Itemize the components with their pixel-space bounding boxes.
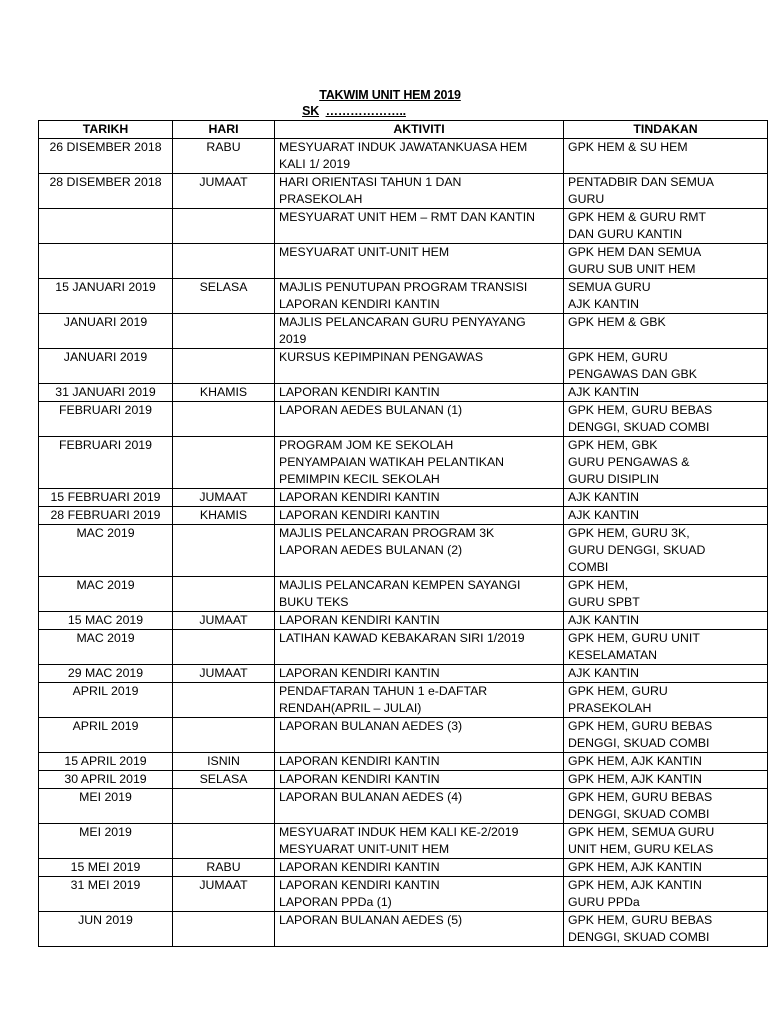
cell-aktiviti-line: PENDAFTARAN TAHUN 1 e-DAFTAR xyxy=(279,684,488,698)
cell-aktiviti-line: 2019 xyxy=(279,332,307,346)
cell-aktiviti xyxy=(275,753,564,771)
cell-aktiviti xyxy=(275,912,564,947)
cell-tarikh xyxy=(39,402,173,437)
cell-tindakan-line: PENGAWAS DAN GBK xyxy=(568,367,697,381)
cell-tindakan xyxy=(564,859,768,877)
cell-hari xyxy=(173,577,275,612)
table-row xyxy=(39,349,768,384)
cell-tindakan-line: PRASEKOLAH xyxy=(568,701,652,715)
cell-tindakan-line: GPK HEM, SEMUA GURU xyxy=(568,825,715,839)
cell-tindakan-line: GPK HEM, AJK KANTIN xyxy=(568,860,702,874)
cell-tarikh-line: 15 MEI 2019 xyxy=(70,860,141,874)
table-row xyxy=(39,577,768,612)
cell-tarikh xyxy=(39,877,173,912)
cell-tindakan xyxy=(564,244,768,279)
document-title: TAKWIM UNIT HEM 2019 xyxy=(319,88,461,102)
cell-tarikh-line: JANUARI 2019 xyxy=(63,350,148,364)
cell-tarikh xyxy=(39,507,173,525)
cell-hari xyxy=(173,437,275,489)
cell-hari-line: SELASA xyxy=(199,772,248,786)
cell-aktiviti-line: LAPORAN KENDIRI KANTIN xyxy=(279,666,440,680)
table-row xyxy=(39,630,768,665)
cell-tindakan-line: GPK HEM, GURU xyxy=(568,350,668,364)
cell-tarikh-line: 15 FEBRUARI 2019 xyxy=(50,490,161,504)
cell-aktiviti xyxy=(275,279,564,314)
cell-tarikh xyxy=(39,789,173,824)
cell-aktiviti-line: LAPORAN PPDa (1) xyxy=(279,895,392,909)
table-row xyxy=(39,718,768,753)
cell-tarikh xyxy=(39,489,173,507)
cell-tindakan-line: SEMUA GURU xyxy=(568,280,651,294)
cell-aktiviti xyxy=(275,314,564,349)
cell-tarikh-line: 28 FEBRUARI 2019 xyxy=(50,508,161,522)
cell-hari xyxy=(173,771,275,789)
cell-hari xyxy=(173,402,275,437)
column-header-tarikh: TARIKH xyxy=(39,121,173,139)
cell-tindakan-line: GPK HEM, GURU BEBAS xyxy=(568,790,713,804)
cell-hari-line: SELASA xyxy=(199,280,248,294)
cell-aktiviti-line: LAPORAN BULANAN AEDES (3) xyxy=(279,719,463,733)
cell-aktiviti-line: MESYUARAT INDUK JAWATANKUASA HEM xyxy=(279,140,528,154)
cell-tindakan xyxy=(564,665,768,683)
cell-hari-line: RABU xyxy=(206,860,241,874)
table-row xyxy=(39,209,768,244)
cell-tarikh-line: MAC 2019 xyxy=(76,578,135,592)
cell-tindakan-line: PENTADBIR DAN SEMUA xyxy=(568,175,714,189)
cell-aktiviti-line: LAPORAN BULANAN AEDES (5) xyxy=(279,913,463,927)
cell-tindakan xyxy=(564,683,768,718)
table-row xyxy=(39,771,768,789)
cell-tarikh xyxy=(39,630,173,665)
cell-tarikh xyxy=(39,612,173,630)
cell-hari xyxy=(173,244,275,279)
cell-tindakan xyxy=(564,577,768,612)
cell-hari xyxy=(173,139,275,174)
cell-tindakan xyxy=(564,789,768,824)
cell-aktiviti xyxy=(275,349,564,384)
table-row xyxy=(39,507,768,525)
table-header-row xyxy=(39,121,768,139)
table-row xyxy=(39,279,768,314)
school-line xyxy=(0,104,738,118)
cell-tindakan xyxy=(564,912,768,947)
cell-hari xyxy=(173,824,275,859)
table-row xyxy=(39,665,768,683)
cell-aktiviti xyxy=(275,525,564,577)
cell-tindakan-line: GURU PPDa xyxy=(568,895,640,909)
cell-aktiviti-line: MESYUARAT UNIT-UNIT HEM xyxy=(279,842,450,856)
cell-tindakan-line: UNIT HEM, GURU KELAS xyxy=(568,842,714,856)
cell-aktiviti-line: LAPORAN KENDIRI KANTIN xyxy=(279,385,440,399)
cell-tindakan-line: GPK HEM & GBK xyxy=(568,315,666,329)
cell-tindakan-line: GPK HEM, GBK xyxy=(568,438,658,452)
cell-tindakan xyxy=(564,209,768,244)
cell-tarikh-line: 29 MAC 2019 xyxy=(67,666,144,680)
cell-tindakan xyxy=(564,279,768,314)
cell-tindakan xyxy=(564,139,768,174)
cell-aktiviti-line: MESYUARAT UNIT HEM – RMT DAN KANTIN xyxy=(279,210,535,224)
cell-aktiviti xyxy=(275,507,564,525)
cell-tindakan-line: AJK KANTIN xyxy=(568,385,640,399)
cell-aktiviti-line: MAJLIS PELANCARAN PROGRAM 3K xyxy=(279,526,495,540)
table-row xyxy=(39,789,768,824)
cell-tindakan xyxy=(564,314,768,349)
cell-tindakan-line: GPK HEM & GURU RMT xyxy=(568,210,707,224)
cell-tarikh-line: 30 APRIL 2019 xyxy=(64,772,147,786)
cell-aktiviti-line: LAPORAN KENDIRI KANTIN xyxy=(279,490,440,504)
table-row xyxy=(39,683,768,718)
cell-hari xyxy=(173,349,275,384)
cell-aktiviti-line: RENDAH(APRIL – JULAI) xyxy=(279,701,422,715)
cell-hari xyxy=(173,384,275,402)
table-row xyxy=(39,437,768,489)
cell-aktiviti-line: BUKU TEKS xyxy=(279,595,349,609)
cell-aktiviti-line: MESYUARAT INDUK HEM KALI KE-2/2019 xyxy=(279,825,519,839)
cell-tarikh-line: MAC 2019 xyxy=(76,631,135,645)
table-row xyxy=(39,912,768,947)
cell-tarikh xyxy=(39,139,173,174)
cell-tarikh-line: 15 MAC 2019 xyxy=(67,613,144,627)
cell-hari xyxy=(173,859,275,877)
cell-tindakan xyxy=(564,402,768,437)
cell-tarikh-line: MEI 2019 xyxy=(79,825,132,839)
cell-aktiviti-line: HARI ORIENTASI TAHUN 1 DAN xyxy=(279,175,462,189)
cell-aktiviti-line: KURSUS KEPIMPINAN PENGAWAS xyxy=(279,350,484,364)
cell-tarikh xyxy=(39,718,173,753)
cell-tindakan-line: GURU SUB UNIT HEM xyxy=(568,262,696,276)
cell-tindakan-line: GPK HEM, GURU xyxy=(568,684,668,698)
cell-hari xyxy=(173,912,275,947)
cell-hari-line: JUMAAT xyxy=(199,666,248,680)
cell-tindakan-line: GURU PENGAWAS & xyxy=(568,455,690,469)
cell-tindakan-line: GPK HEM & SU HEM xyxy=(568,140,688,154)
cell-tindakan-line: DENGGI, SKUAD COMBI xyxy=(568,420,710,434)
cell-tarikh xyxy=(39,525,173,577)
cell-hari-line: RABU xyxy=(206,140,241,154)
cell-aktiviti-line: MAJLIS PELANCARAN KEMPEN SAYANGI xyxy=(279,578,521,592)
cell-aktiviti-line: LAPORAN AEDES BULANAN (2) xyxy=(279,543,463,557)
cell-tarikh xyxy=(39,384,173,402)
calendar-table xyxy=(38,120,768,947)
column-header-hari: HARI xyxy=(173,121,275,139)
cell-aktiviti xyxy=(275,718,564,753)
table-row xyxy=(39,877,768,912)
cell-tindakan-line: GURU SPBT xyxy=(568,595,640,609)
cell-tindakan-line: GPK HEM, GURU BEBAS xyxy=(568,403,713,417)
cell-tindakan-line: KESELAMATAN xyxy=(568,648,658,662)
cell-hari xyxy=(173,314,275,349)
cell-aktiviti xyxy=(275,489,564,507)
cell-hari xyxy=(173,877,275,912)
table-row xyxy=(39,525,768,577)
cell-aktiviti-line: LATIHAN KAWAD KEBAKARAN SIRI 1/2019 xyxy=(279,631,525,645)
cell-aktiviti-line: LAPORAN KENDIRI KANTIN xyxy=(279,297,440,311)
cell-tarikh-line: MEI 2019 xyxy=(79,790,132,804)
cell-aktiviti-line: LAPORAN KENDIRI KANTIN xyxy=(279,878,440,892)
cell-aktiviti xyxy=(275,437,564,489)
cell-tindakan-line: GPK HEM, AJK KANTIN xyxy=(568,878,702,892)
table-row xyxy=(39,244,768,279)
cell-aktiviti xyxy=(275,630,564,665)
table-row xyxy=(39,174,768,209)
cell-tindakan-line: AJK KANTIN xyxy=(568,508,640,522)
cell-aktiviti-line: LAPORAN AEDES BULANAN (1) xyxy=(279,403,463,417)
table-row xyxy=(39,402,768,437)
cell-aktiviti-line: LAPORAN BULANAN AEDES (4) xyxy=(279,790,463,804)
cell-aktiviti-line: PROGRAM JOM KE SEKOLAH xyxy=(279,438,454,452)
cell-tindakan xyxy=(564,630,768,665)
cell-hari-line: JUMAAT xyxy=(199,175,248,189)
cell-hari xyxy=(173,507,275,525)
cell-aktiviti xyxy=(275,789,564,824)
cell-tindakan-line: GPK HEM, AJK KANTIN xyxy=(568,754,702,768)
cell-tindakan xyxy=(564,612,768,630)
table-row xyxy=(39,314,768,349)
cell-tindakan-line: GPK HEM, GURU UNIT xyxy=(568,631,700,645)
cell-hari-line: ISNIN xyxy=(207,754,240,768)
cell-tindakan-line: AJK KANTIN xyxy=(568,297,640,311)
cell-hari-line: JUMAAT xyxy=(199,613,248,627)
column-header-tindakan: TINDAKAN xyxy=(564,121,768,139)
cell-aktiviti-line: PENYAMPAIAN WATIKAH PELANTIKAN xyxy=(279,455,505,469)
cell-tindakan xyxy=(564,489,768,507)
cell-tarikh xyxy=(39,437,173,489)
cell-aktiviti-line: LAPORAN KENDIRI KANTIN xyxy=(279,772,440,786)
cell-aktiviti xyxy=(275,877,564,912)
cell-tarikh xyxy=(39,279,173,314)
cell-tindakan-line: GPK HEM, GURU BEBAS xyxy=(568,719,713,733)
cell-hari-line: JUMAAT xyxy=(199,878,248,892)
cell-aktiviti xyxy=(275,174,564,209)
cell-aktiviti-line: PRASEKOLAH xyxy=(279,192,363,206)
cell-hari-line: KHAMIS xyxy=(199,385,248,399)
cell-aktiviti-line: PEMIMPIN KECIL SEKOLAH xyxy=(279,472,440,486)
cell-tindakan-line: GURU DISIPLIN xyxy=(568,472,659,486)
cell-tarikh xyxy=(39,859,173,877)
cell-tindakan-line: GPK HEM DAN SEMUA xyxy=(568,245,702,259)
cell-aktiviti-line: MAJLIS PENUTUPAN PROGRAM TRANSISI xyxy=(279,280,528,294)
cell-hari xyxy=(173,789,275,824)
cell-tindakan xyxy=(564,753,768,771)
cell-tindakan xyxy=(564,507,768,525)
cell-hari-line: JUMAAT xyxy=(199,490,248,504)
cell-tindakan-line: GPK HEM, xyxy=(568,578,629,592)
calendar-body xyxy=(39,139,768,947)
cell-tindakan-line: DENGGI, SKUAD COMBI xyxy=(568,807,710,821)
cell-aktiviti-line: LAPORAN KENDIRI KANTIN xyxy=(279,754,440,768)
cell-aktiviti xyxy=(275,859,564,877)
cell-hari xyxy=(173,612,275,630)
cell-hari xyxy=(173,753,275,771)
cell-aktiviti xyxy=(275,683,564,718)
cell-tindakan xyxy=(564,174,768,209)
cell-aktiviti xyxy=(275,665,564,683)
cell-tindakan-line: AJK KANTIN xyxy=(568,613,640,627)
school-name-placeholder: ……………….. xyxy=(325,104,406,118)
cell-aktiviti-line: MESYUARAT UNIT-UNIT HEM xyxy=(279,245,450,259)
cell-tindakan-line: DENGGI, SKUAD COMBI xyxy=(568,736,710,750)
cell-tarikh xyxy=(39,174,173,209)
school-prefix: SK xyxy=(302,104,320,118)
table-row xyxy=(39,139,768,174)
cell-aktiviti xyxy=(275,209,564,244)
cell-tarikh-line: APRIL 2019 xyxy=(72,684,139,698)
cell-tarikh xyxy=(39,244,173,279)
cell-tarikh-line: 31 JANUARI 2019 xyxy=(55,385,156,399)
cell-tindakan xyxy=(564,525,768,577)
cell-tarikh xyxy=(39,314,173,349)
cell-tindakan xyxy=(564,718,768,753)
cell-tindakan-line: DAN GURU KANTIN xyxy=(568,227,683,241)
table-row xyxy=(39,824,768,859)
cell-aktiviti-line: LAPORAN KENDIRI KANTIN xyxy=(279,613,440,627)
column-header-aktiviti: AKTIVITI xyxy=(275,121,564,139)
cell-aktiviti xyxy=(275,244,564,279)
table-row xyxy=(39,753,768,771)
cell-aktiviti xyxy=(275,402,564,437)
cell-tarikh xyxy=(39,771,173,789)
cell-aktiviti xyxy=(275,612,564,630)
cell-tarikh xyxy=(39,683,173,718)
cell-hari-line: KHAMIS xyxy=(199,508,248,522)
cell-aktiviti-line: KALI 1/ 2019 xyxy=(279,157,351,171)
table-row xyxy=(39,859,768,877)
table-row xyxy=(39,612,768,630)
cell-tindakan xyxy=(564,349,768,384)
cell-tindakan-line: GURU DENGGI, SKUAD xyxy=(568,543,706,557)
cell-tindakan-line: AJK KANTIN xyxy=(568,490,640,504)
cell-tarikh xyxy=(39,349,173,384)
cell-hari xyxy=(173,665,275,683)
cell-aktiviti-line: MAJLIS PELANCARAN GURU PENYAYANG xyxy=(279,315,526,329)
cell-tarikh-line: 26 DISEMBER 2018 xyxy=(49,140,162,154)
table-row xyxy=(39,489,768,507)
cell-tarikh xyxy=(39,912,173,947)
cell-hari xyxy=(173,279,275,314)
cell-tindakan xyxy=(564,437,768,489)
cell-hari xyxy=(173,209,275,244)
cell-aktiviti xyxy=(275,771,564,789)
cell-aktiviti-line: LAPORAN KENDIRI KANTIN xyxy=(279,860,440,874)
table-row xyxy=(39,384,768,402)
cell-aktiviti-line: LAPORAN KENDIRI KANTIN xyxy=(279,508,440,522)
cell-tindakan xyxy=(564,824,768,859)
cell-tindakan-line: GPK HEM, GURU BEBAS xyxy=(568,913,713,927)
cell-tindakan-line: AJK KANTIN xyxy=(568,666,640,680)
cell-tarikh xyxy=(39,824,173,859)
cell-tarikh-line: 28 DISEMBER 2018 xyxy=(49,175,162,189)
cell-tarikh xyxy=(39,665,173,683)
cell-tarikh-line: 15 JANUARI 2019 xyxy=(55,280,156,294)
cell-hari xyxy=(173,489,275,507)
cell-tindakan-line: GPK HEM, GURU 3K, xyxy=(568,526,690,540)
cell-tindakan xyxy=(564,877,768,912)
cell-tindakan xyxy=(564,384,768,402)
cell-tarikh-line: 31 MEI 2019 xyxy=(70,878,141,892)
cell-tarikh-line: JUN 2019 xyxy=(78,913,133,927)
cell-tindakan-line: COMBI xyxy=(568,560,609,574)
cell-hari xyxy=(173,683,275,718)
cell-tindakan-line: GPK HEM, AJK KANTIN xyxy=(568,772,702,786)
cell-tarikh-line: APRIL 2019 xyxy=(72,719,139,733)
cell-tindakan-line: GURU xyxy=(568,192,605,206)
cell-tarikh xyxy=(39,209,173,244)
cell-aktiviti xyxy=(275,139,564,174)
cell-aktiviti xyxy=(275,824,564,859)
cell-tarikh-line: JANUARI 2019 xyxy=(63,315,148,329)
cell-aktiviti xyxy=(275,384,564,402)
cell-tarikh xyxy=(39,577,173,612)
cell-tarikh-line: MAC 2019 xyxy=(76,526,135,540)
cell-hari xyxy=(173,630,275,665)
cell-tarikh xyxy=(39,753,173,771)
cell-tarikh-line: 15 APRIL 2019 xyxy=(64,754,147,768)
cell-hari xyxy=(173,174,275,209)
cell-hari xyxy=(173,718,275,753)
cell-tarikh-line: FEBRUARI 2019 xyxy=(59,403,152,417)
cell-tindakan-line: DENGGI, SKUAD COMBI xyxy=(568,930,710,944)
cell-tindakan xyxy=(564,771,768,789)
cell-tarikh-line: FEBRUARI 2019 xyxy=(59,438,152,452)
cell-hari xyxy=(173,525,275,577)
cell-aktiviti xyxy=(275,577,564,612)
